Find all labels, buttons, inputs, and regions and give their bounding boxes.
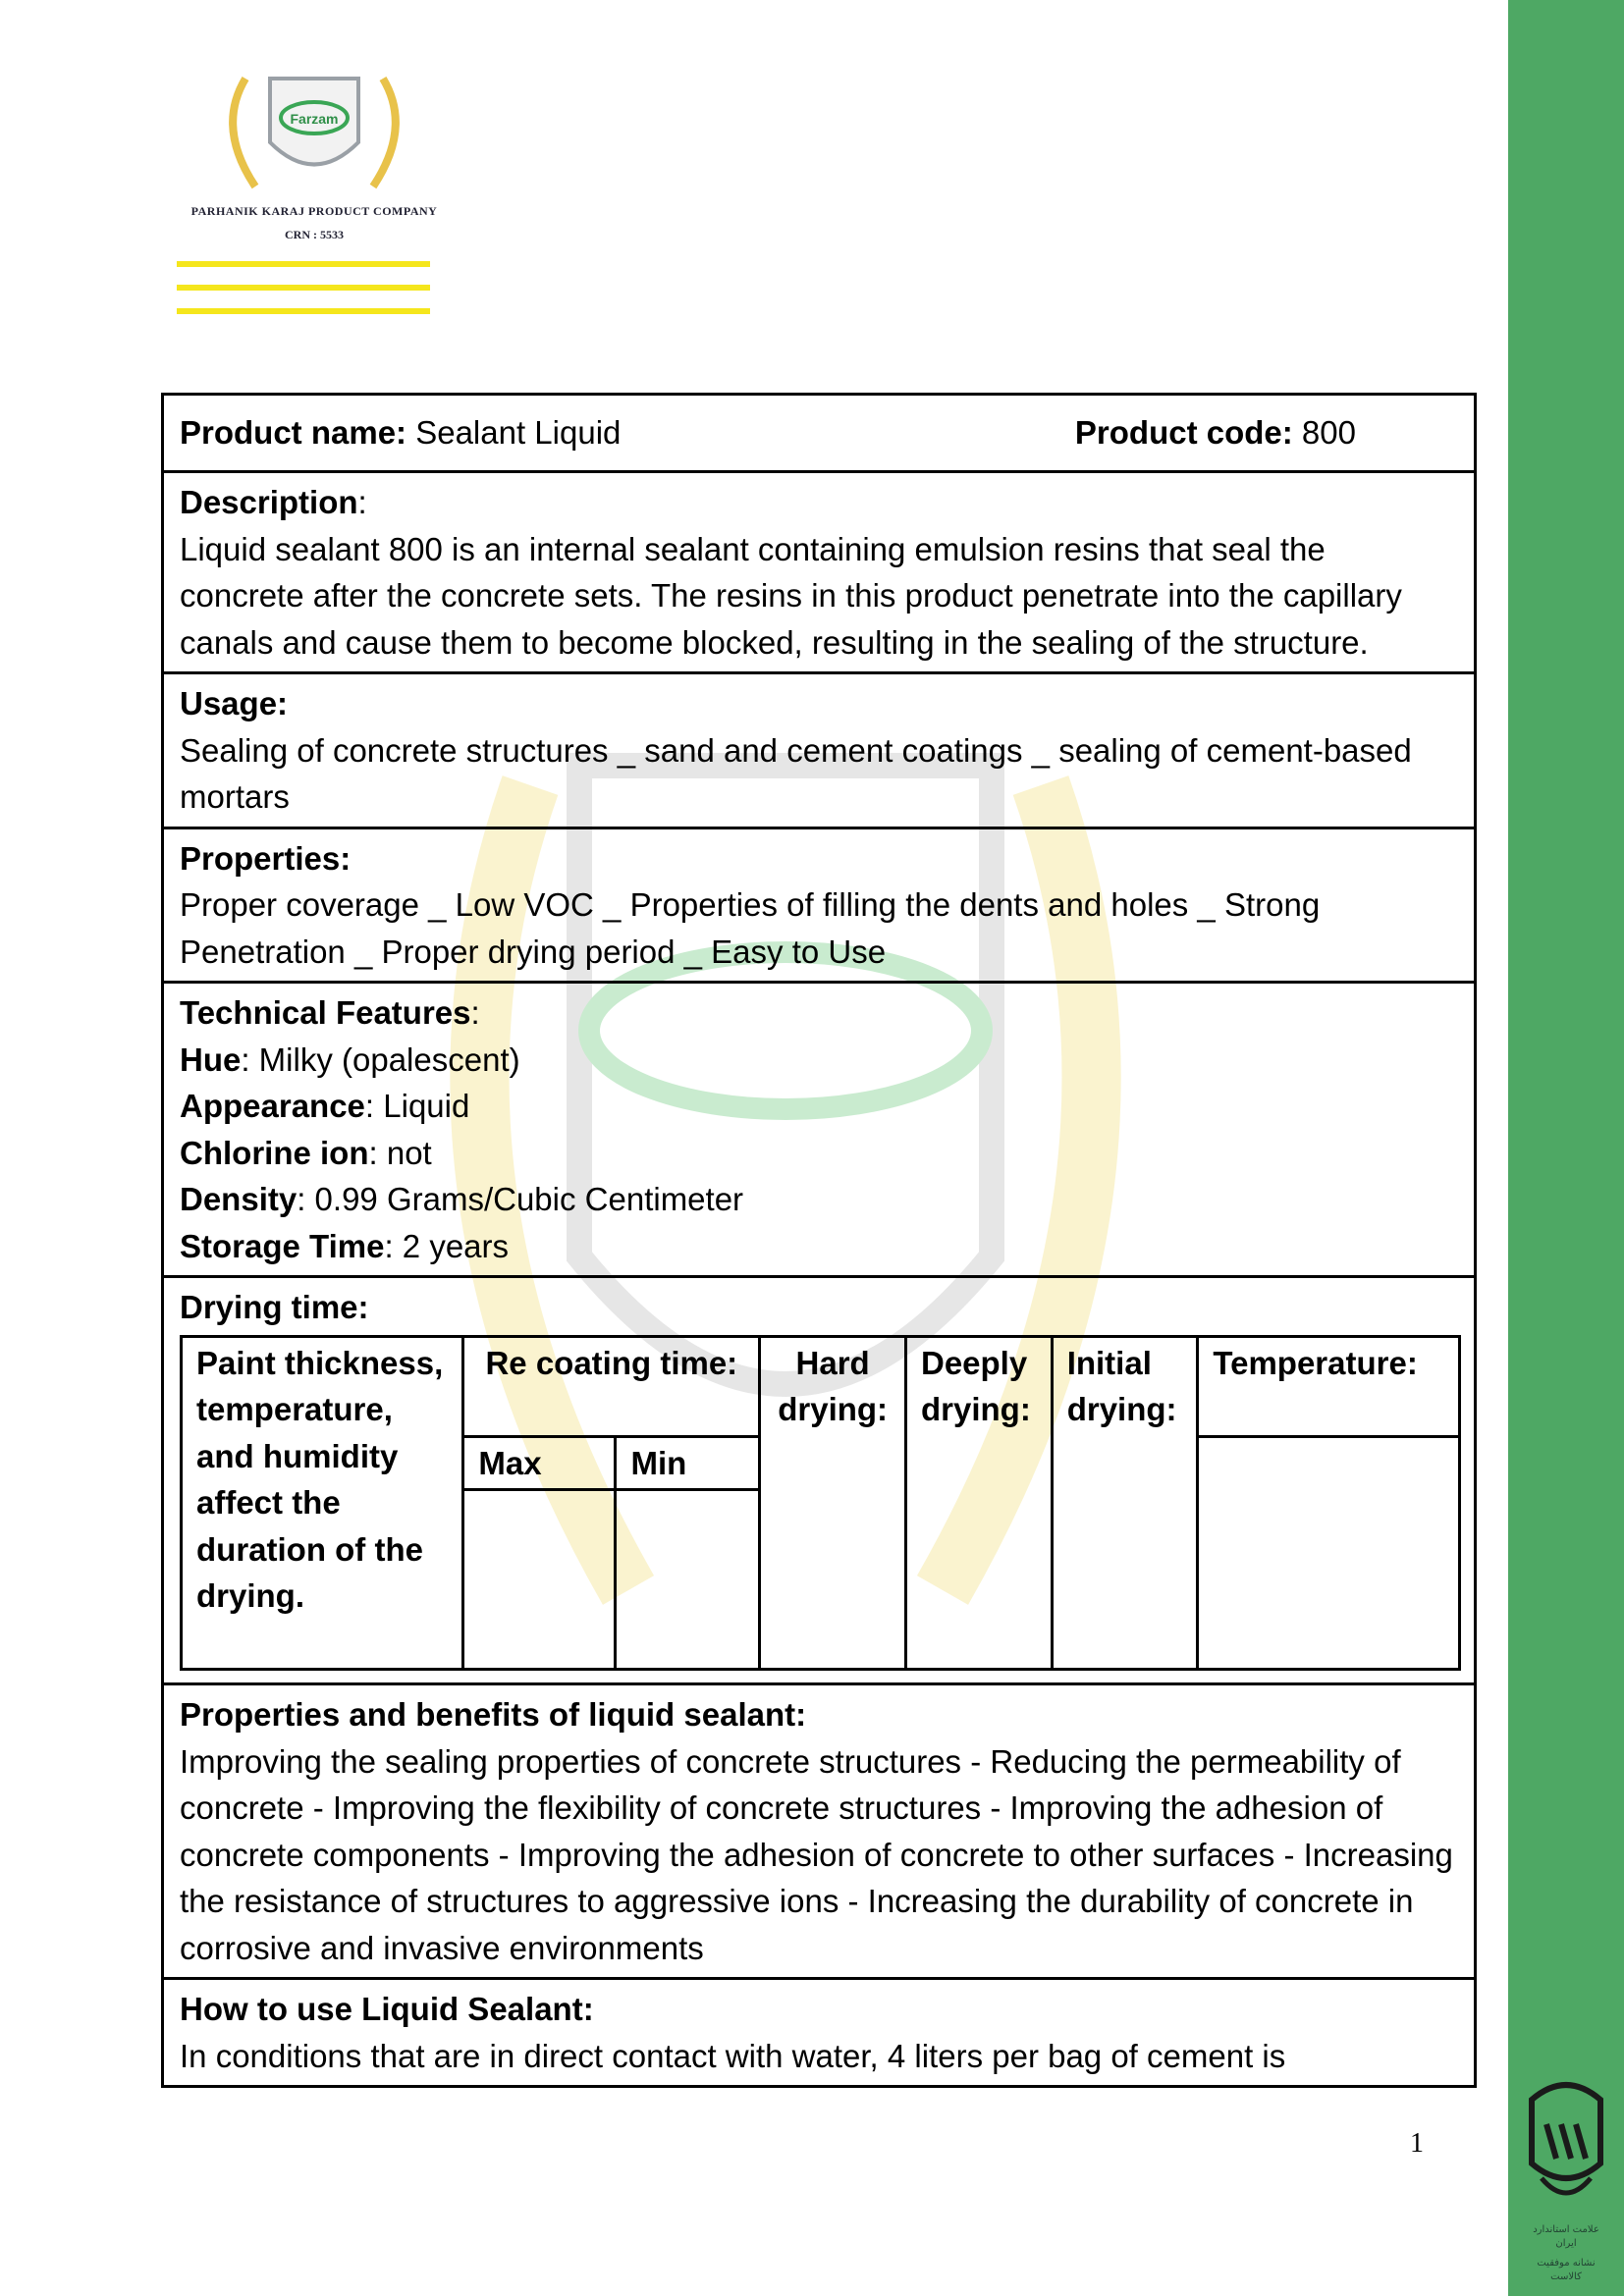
temperature-header: Temperature: bbox=[1198, 1336, 1460, 1436]
product-datasheet bbox=[161, 393, 1477, 2088]
description-heading: Description: bbox=[180, 484, 367, 520]
howto-text: In conditions that are in direct contact with water, 4 liters per bag of cement is bbox=[180, 2037, 1286, 2074]
drying-table bbox=[180, 1335, 1461, 1672]
logo-line-2 bbox=[177, 285, 430, 291]
deeply-drying-header: Deeply drying: bbox=[905, 1336, 1052, 1670]
usage-text: Sealing of concrete structures _ sand and cement coatings _ sealing of cement-based mortars bbox=[180, 731, 1412, 815]
howto-heading: How to use Liquid Sealant: bbox=[180, 1991, 594, 2027]
recoating-min-header: Min bbox=[616, 1436, 760, 1490]
drying-heading: Drying time: bbox=[180, 1289, 369, 1325]
farzam-emblem-icon bbox=[177, 59, 452, 201]
technical-item: Appearance: Liquid bbox=[180, 1088, 470, 1124]
drying-section bbox=[164, 1275, 1474, 1682]
usage-heading: Usage: bbox=[180, 685, 289, 721]
benefits-heading: Properties and benefits of liquid sealant: bbox=[180, 1696, 807, 1733]
standard-caption-2: نشانه موفقیت کالاست bbox=[1537, 2258, 1596, 2282]
technical-section bbox=[164, 981, 1474, 1275]
hard-drying-header: Hard drying: bbox=[760, 1336, 906, 1670]
logo-line-3 bbox=[177, 308, 430, 314]
description-text: Liquid sealant 800 is an internal sealant containing emulsion resins that seal the concrete after the concrete sets. The resins in this product penetrate into the capillary canals and cause them to become blocked, resulting in the sealing of the structure. bbox=[180, 530, 1402, 661]
technical-item: Chlorine ion: not bbox=[180, 1134, 432, 1171]
benefits-section bbox=[164, 1682, 1474, 1977]
usage-section bbox=[164, 671, 1474, 827]
logo-company-name: PARHANIK KARAJ PRODUCT COMPANY bbox=[190, 204, 438, 218]
initial-drying-header: Initial drying: bbox=[1052, 1336, 1198, 1670]
logo-crn: CRN : 5533 bbox=[285, 228, 344, 241]
iran-standard-icon bbox=[1522, 2070, 1610, 2217]
properties-section bbox=[164, 827, 1474, 982]
recoating-header: Re coating time: bbox=[463, 1336, 760, 1436]
svg-text:Farzam: Farzam bbox=[290, 111, 339, 127]
page-number: 1 bbox=[1410, 2128, 1424, 2159]
product-name: Product name: Sealant Liquid bbox=[180, 414, 622, 452]
benefits-text: Improving the sealing properties of concrete structures - Reducing the permeability of concrete - Improving the flexibility of concrete structures - Improving the adhesion of concrete components - Improving the adhesion of concrete to other surfaces - Increasing the resistance of structures to aggressive ions - Increasing the durability of concrete in corrosive and invasive environments bbox=[180, 1742, 1453, 1966]
howto-section bbox=[164, 1977, 1474, 2085]
temperature-cell bbox=[1198, 1436, 1460, 1670]
standard-caption-1: علامت استاندارد ایران bbox=[1533, 2224, 1599, 2249]
properties-text: Proper coverage _ Low VOC _ Properties of filling the dents and holes _ Strong Penetration _ Proper drying period _ Easy to Use bbox=[180, 886, 1321, 970]
drying-note: Paint thickness, temperature, and humidity affect the duration of the drying. bbox=[182, 1336, 463, 1670]
description-section bbox=[164, 470, 1474, 671]
product-code: Product code: 800 bbox=[1074, 414, 1356, 452]
technical-item: Storage Time: 2 years bbox=[180, 1227, 510, 1264]
side-color-bar bbox=[1508, 0, 1624, 2296]
technical-heading: Technical Features: bbox=[180, 994, 480, 1031]
product-header-row bbox=[164, 396, 1474, 470]
recoating-max-header: Max bbox=[463, 1436, 616, 1490]
properties-heading: Properties: bbox=[180, 839, 352, 877]
recoating-min-cell bbox=[616, 1490, 760, 1670]
logo-line-1 bbox=[177, 261, 430, 267]
company-logo bbox=[177, 59, 452, 344]
technical-item: Hue: Milky (opalescent) bbox=[180, 1041, 520, 1078]
standard-mark bbox=[1522, 2070, 1610, 2282]
technical-item: Density: 0.99 Grams/Cubic Centimeter bbox=[180, 1181, 744, 1217]
recoating-max-cell bbox=[463, 1490, 616, 1670]
